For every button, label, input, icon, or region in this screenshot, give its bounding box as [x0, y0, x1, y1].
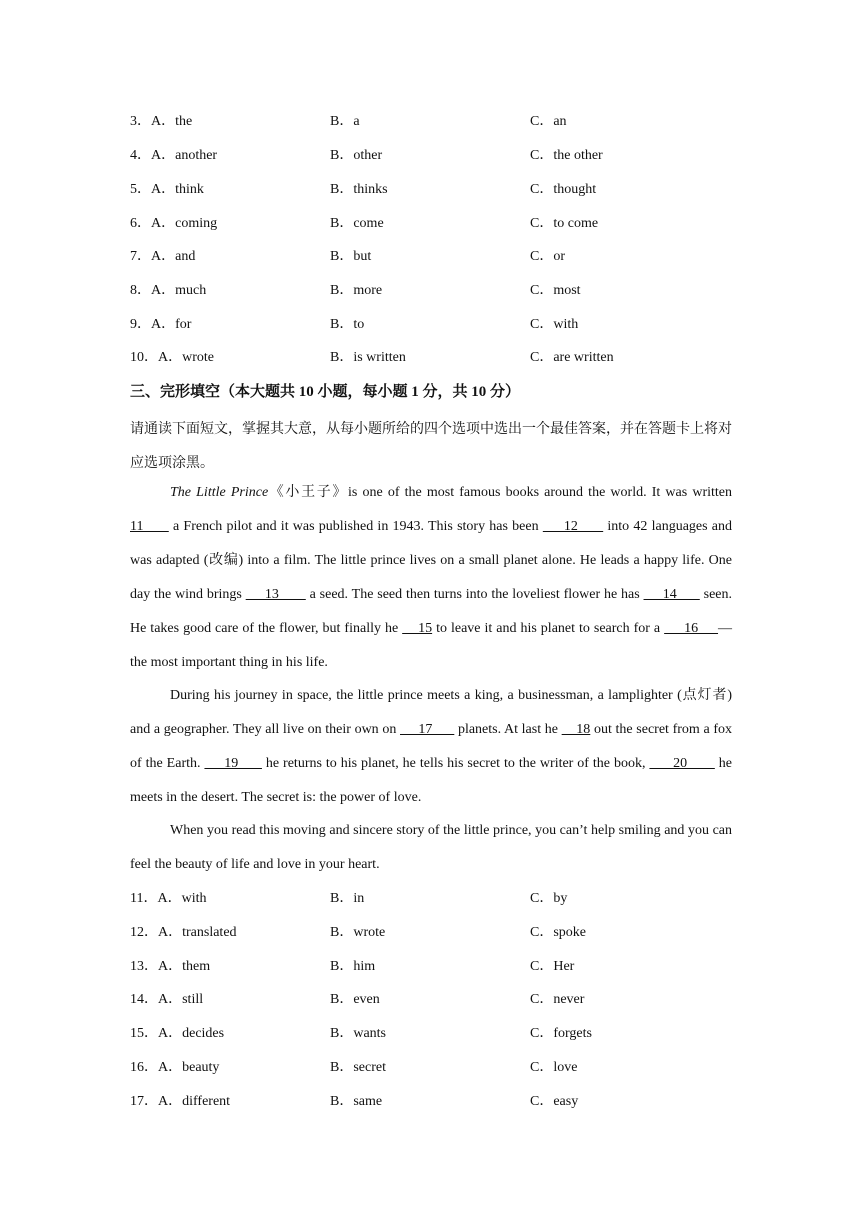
question-9-options	[130, 313, 732, 337]
option-c: C．love	[530, 1060, 578, 1075]
question-number: 3．	[130, 114, 151, 129]
option-b: B．more	[330, 283, 383, 298]
question-14-options	[130, 988, 732, 1012]
section-instructions: 请通读下面短文，掌握其大意，从每小题所给的四个选项中选出一个最佳答案，并在答题卡上将对应选项涂黑。	[130, 422, 732, 471]
question-number: 13．	[130, 959, 158, 974]
blank-16: 16	[664, 621, 719, 636]
blank-12: 12	[542, 519, 604, 534]
option-b: B．other	[330, 148, 383, 163]
question-5-options	[130, 178, 732, 202]
option-a: A．them	[158, 959, 211, 974]
section-heading: 三、完形填空（本大题共 10 小题，每小题 1 分，共 10 分）	[130, 384, 521, 400]
option-a: A．think	[151, 182, 204, 197]
option-a: A．the	[151, 114, 193, 129]
option-b: B．in	[330, 891, 365, 906]
option-a: A．another	[151, 148, 218, 163]
option-c: C．never	[530, 992, 585, 1007]
question-12-options	[130, 921, 732, 945]
question-number: 15．	[130, 1026, 158, 1041]
option-c: C．thought	[530, 182, 597, 197]
passage-paragraph-3: When you read this moving and sincere story of the little prince, you can’t help smiling and you can feel the beauty of life and love in your heart.	[130, 823, 732, 872]
option-a: A．with	[157, 891, 207, 906]
option-b: B．is written	[330, 350, 406, 365]
option-a: A．coming	[151, 216, 218, 231]
option-b: B．come	[330, 216, 384, 231]
question-number: 7．	[130, 249, 151, 264]
question-7-options	[130, 245, 732, 269]
question-11-options	[130, 887, 732, 911]
option-b: B．same	[330, 1094, 383, 1109]
question-13-options	[130, 955, 732, 979]
blank-13: 13	[245, 587, 306, 602]
question-3-options	[130, 110, 732, 134]
question-15-options	[130, 1022, 732, 1046]
blank-17: 17	[400, 722, 455, 737]
passage-paragraph-1: The Little Prince《小王子》is one of the most famous books around the world. It was written 11 a French pilot and it was published in 1943. This story has been 12 into 42 languages and was adapted (改编) into a film. The little prince lives on a small planet alone. He leads a happy life. One day the wind brings 13 a seed. The seed then turns into the loveliest flower he has 14 seen. He takes good care of the flower, but finally he 15 to leave it and his planet to search for a 16 —the most important thing in his life.	[130, 485, 733, 670]
option-c: C．forgets	[530, 1026, 592, 1041]
blank-14: 14	[643, 587, 700, 602]
option-c: C．easy	[530, 1094, 579, 1109]
question-number: 9．	[130, 317, 151, 332]
question-6-options	[130, 212, 732, 236]
question-number: 5．	[130, 182, 151, 197]
book-title: The Little Prince	[170, 485, 269, 500]
blank-20: 20	[649, 756, 715, 771]
question-number: 12．	[130, 925, 158, 940]
option-a: A．and	[151, 249, 196, 264]
question-17-options	[130, 1090, 732, 1114]
option-a: A．different	[158, 1094, 231, 1109]
option-c: C．an	[530, 114, 567, 129]
option-b: B．thinks	[330, 182, 388, 197]
option-b: B．wants	[330, 1026, 386, 1041]
question-8-options	[130, 279, 732, 303]
option-a: A．wrote	[158, 350, 214, 365]
question-number: 11．	[130, 891, 158, 906]
blank-19: 19	[204, 756, 262, 771]
option-b: B．secret	[330, 1060, 386, 1075]
option-c: C．the other	[530, 148, 603, 163]
option-c: C．by	[530, 891, 568, 906]
option-a: A．for	[151, 317, 192, 332]
question-number: 17．	[130, 1094, 158, 1109]
option-a: A．much	[151, 283, 207, 298]
option-a: A．still	[158, 992, 204, 1007]
blank-11: 11	[130, 519, 169, 534]
option-c: C．with	[530, 317, 579, 332]
question-4-options	[130, 144, 732, 168]
option-c: C．most	[530, 283, 581, 298]
option-c: C．are written	[530, 350, 614, 365]
question-10-options	[130, 346, 732, 370]
passage-paragraph-2: During his journey in space, the little prince meets a king, a businessman, a lamplighter (点灯者) and a geographer. They all live on their own on 17 planets. At last he 18 out the secret from a fox of the Earth. 19 he returns to his planet, he tells his secret to the writer of the book, 20 he meets in the desert. The secret is: the power of love.	[130, 688, 733, 805]
option-a: A．translated	[158, 925, 237, 940]
option-b: B．a	[330, 114, 360, 129]
question-16-options	[130, 1056, 732, 1080]
option-a: A．decides	[158, 1026, 225, 1041]
option-c: C．or	[530, 249, 565, 264]
question-number: 14．	[130, 992, 158, 1007]
option-b: B．to	[330, 317, 365, 332]
option-c: C．Her	[530, 959, 575, 974]
option-c: C．to come	[530, 216, 599, 231]
option-b: B．wrote	[330, 925, 386, 940]
blank-15: 15	[402, 621, 433, 636]
blank-18: 18	[561, 722, 591, 737]
question-number: 8．	[130, 283, 151, 298]
question-number: 4．	[130, 148, 151, 163]
question-number: 16．	[130, 1060, 158, 1075]
option-c: C．spoke	[530, 925, 586, 940]
option-b: B．but	[330, 249, 372, 264]
question-number: 6．	[130, 216, 151, 231]
option-a: A．beauty	[158, 1060, 220, 1075]
option-b: B．him	[330, 959, 376, 974]
question-number: 10．	[130, 350, 158, 365]
option-b: B．even	[330, 992, 380, 1007]
